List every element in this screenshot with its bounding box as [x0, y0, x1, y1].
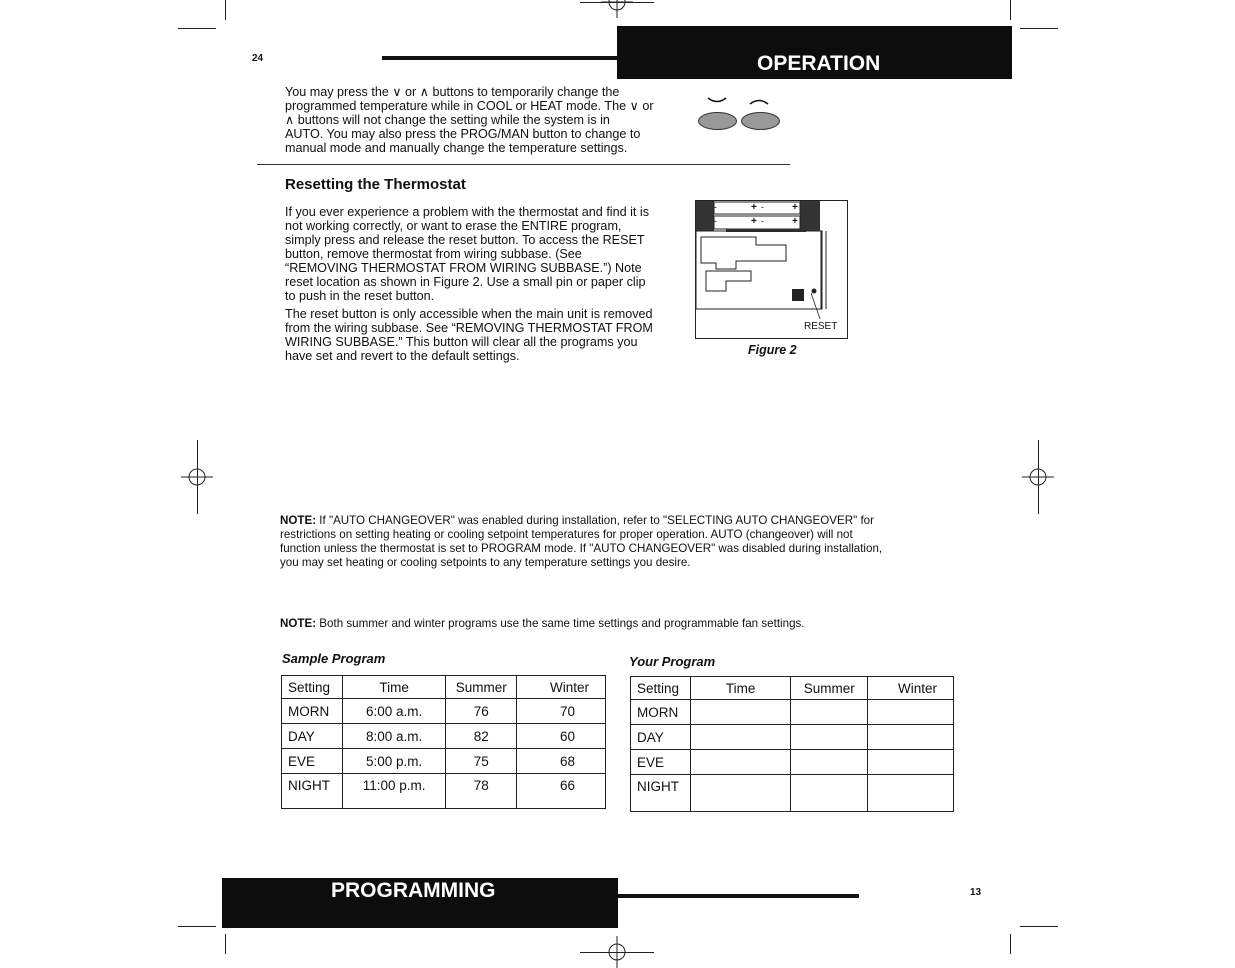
- crop-mark: [1038, 440, 1039, 514]
- table-cell: 75: [446, 749, 517, 774]
- section-header-title: OPERATION: [757, 52, 881, 75]
- header-rule: [382, 56, 618, 60]
- text-line: “REMOVING THERMOSTAT FROM WIRING SUBBASE.”) Note: [285, 261, 642, 275]
- blank-entry-cell: [868, 725, 954, 750]
- table-row: [631, 725, 954, 750]
- section-header-title: PROGRAMMING: [331, 879, 496, 902]
- table-row: [282, 749, 606, 774]
- note-label: NOTE:: [280, 514, 317, 527]
- column-header: Summer: [791, 677, 868, 700]
- table-cell: 6:00 a.m.: [342, 699, 445, 724]
- crop-mark: [178, 926, 216, 927]
- page-number-bottom: 13: [970, 887, 982, 898]
- battery-polarity-mark: -: [761, 216, 764, 226]
- blank-entry-cell: [791, 750, 868, 775]
- text-line: If you ever experience a problem with the thermostat and find it is: [285, 205, 650, 219]
- chevron-up-icon: [748, 96, 770, 106]
- text-line: function unless the thermostat is set to PROGRAM mode. If "AUTO CHANGEOVER" was disabled during installation,: [280, 542, 883, 555]
- table-cell: DAY: [631, 725, 691, 750]
- blank-entry-cell: [690, 750, 790, 775]
- table-row: [282, 724, 606, 749]
- blank-entry-cell: [690, 775, 790, 812]
- table-cell: EVE: [631, 750, 691, 775]
- crop-mark: [1020, 28, 1058, 29]
- figure-thermostat-back: [695, 200, 848, 339]
- page-number-top: 24: [252, 53, 264, 64]
- blank-entry-cell: [868, 750, 954, 775]
- text-line: programmed temperature while in COOL or HEAT mode. The ∨ or: [285, 99, 654, 113]
- crop-mark: [178, 28, 216, 29]
- column-header: Winter: [517, 676, 606, 699]
- sample-program-table: [281, 675, 606, 809]
- blank-entry-cell: [690, 725, 790, 750]
- crop-mark: [580, 2, 654, 3]
- section-divider: [257, 164, 790, 165]
- battery-polarity-mark: -: [761, 202, 764, 212]
- text-line: to push in the reset button.: [285, 289, 435, 303]
- text-line: The reset button is only accessible when the main unit is removed: [285, 307, 653, 321]
- column-header: Winter: [868, 677, 954, 700]
- thermostat-diagram-icon: [696, 201, 847, 338]
- reset-paragraph-1: [285, 205, 685, 303]
- battery-polarity-mark: +: [751, 202, 757, 213]
- table-cell: 76: [446, 699, 517, 724]
- table-row: [631, 775, 954, 812]
- figure-caption: Figure 2: [748, 343, 797, 357]
- text-line: have set and revert to the default settings.: [285, 349, 520, 363]
- text-line: ∧ buttons will not change the setting while the system is in: [285, 113, 610, 127]
- blank-entry-cell: [791, 725, 868, 750]
- text-line: simply press and release the reset button. To access the RESET: [285, 233, 645, 247]
- blank-entry-cell: [690, 700, 790, 725]
- section-heading: Resetting the Thermostat: [285, 176, 466, 193]
- text-line: button, remove thermostat from wiring subbase. (See: [285, 247, 582, 261]
- text-line: NOTE: If "AUTO CHANGEOVER" was enabled during installation, refer to "SELECTING AUTO CHANGEOVER" for: [280, 514, 874, 527]
- table-cell: MORN: [631, 700, 691, 725]
- note-auto-changeover: [280, 514, 960, 570]
- footer-rule: [618, 894, 859, 898]
- text-line: You may press the ∨ or ∧ buttons to temporarily change the: [285, 85, 620, 99]
- table-cell: DAY: [282, 724, 343, 749]
- text-line: manual mode and manually change the temperature settings.: [285, 141, 628, 155]
- intro-paragraph: [285, 85, 685, 155]
- blank-entry-cell: [791, 775, 868, 812]
- reset-label: RESET: [804, 321, 838, 332]
- battery-polarity-mark: +: [751, 216, 757, 227]
- crop-mark: [197, 440, 198, 514]
- note-label: NOTE:: [280, 617, 317, 630]
- table-cell: EVE: [282, 749, 343, 774]
- battery-polarity-mark: -: [714, 202, 717, 212]
- text-line: restrictions on setting heating or cooling setpoint temperatures for proper operation. AUTO (changeover) will not: [280, 528, 853, 541]
- crop-mark: [225, 0, 226, 20]
- column-header: Setting: [631, 677, 691, 700]
- column-header: Summer: [446, 676, 517, 699]
- table-cell: 8:00 a.m.: [342, 724, 445, 749]
- text-line: AUTO. You may also press the PROG/MAN button to change to: [285, 127, 641, 141]
- table-cell: 78: [446, 774, 517, 809]
- table-cell: 60: [517, 724, 606, 749]
- crop-mark: [1010, 934, 1011, 954]
- table-cell: NIGHT: [631, 775, 691, 812]
- table-header-row: [282, 676, 606, 699]
- column-header: Setting: [282, 676, 343, 699]
- down-button-illustration: [698, 112, 737, 130]
- note-summer-winter: NOTE: Both summer and winter programs use the same time settings and programmable fan settings.: [280, 617, 805, 630]
- blank-entry-cell: [868, 700, 954, 725]
- table-cell: 5:00 p.m.: [342, 749, 445, 774]
- table-cell: 66: [517, 774, 606, 809]
- text-line: you may set heating or cooling setpoints to any temperature settings you desire.: [280, 556, 691, 569]
- text-line: WIRING SUBBASE.” This button will clear all the programs you: [285, 335, 638, 349]
- chevron-down-icon: [706, 96, 728, 106]
- battery-polarity-mark: +: [792, 216, 798, 227]
- battery-polarity-mark: +: [792, 202, 798, 213]
- table-cell: 11:00 p.m.: [342, 774, 445, 809]
- battery-polarity-mark: -: [714, 216, 717, 226]
- crop-mark: [1010, 0, 1011, 20]
- section-header-programming: [222, 878, 618, 928]
- crop-mark: [1020, 926, 1058, 927]
- column-header: Time: [690, 677, 790, 700]
- text-line: not working correctly, or want to erase the ENTIRE program,: [285, 219, 622, 233]
- reset-paragraph-2: [285, 307, 685, 363]
- blank-entry-cell: [791, 700, 868, 725]
- text-line: reset location as shown in Figure 2. Use a small pin or paper clip: [285, 275, 646, 289]
- column-header: Time: [342, 676, 445, 699]
- table-cell: 82: [446, 724, 517, 749]
- text-line: from the wiring subbase. See “REMOVING THERMOSTAT FROM: [285, 321, 653, 335]
- table-row: [282, 699, 606, 724]
- table-row: [631, 700, 954, 725]
- table-header-row: [631, 677, 954, 700]
- table-row: [631, 750, 954, 775]
- table-cell: 70: [517, 699, 606, 724]
- sample-program-title: Sample Program: [282, 651, 386, 666]
- your-program-table: [630, 676, 954, 812]
- table-cell: 68: [517, 749, 606, 774]
- your-program-title: Your Program: [629, 654, 716, 669]
- up-button-illustration: [741, 112, 780, 130]
- table-row: [282, 774, 606, 809]
- crop-mark: [225, 934, 226, 954]
- crop-mark: [580, 952, 654, 953]
- blank-entry-cell: [868, 775, 954, 812]
- section-header-operation: [617, 26, 1012, 79]
- table-cell: NIGHT: [282, 774, 343, 809]
- table-cell: MORN: [282, 699, 343, 724]
